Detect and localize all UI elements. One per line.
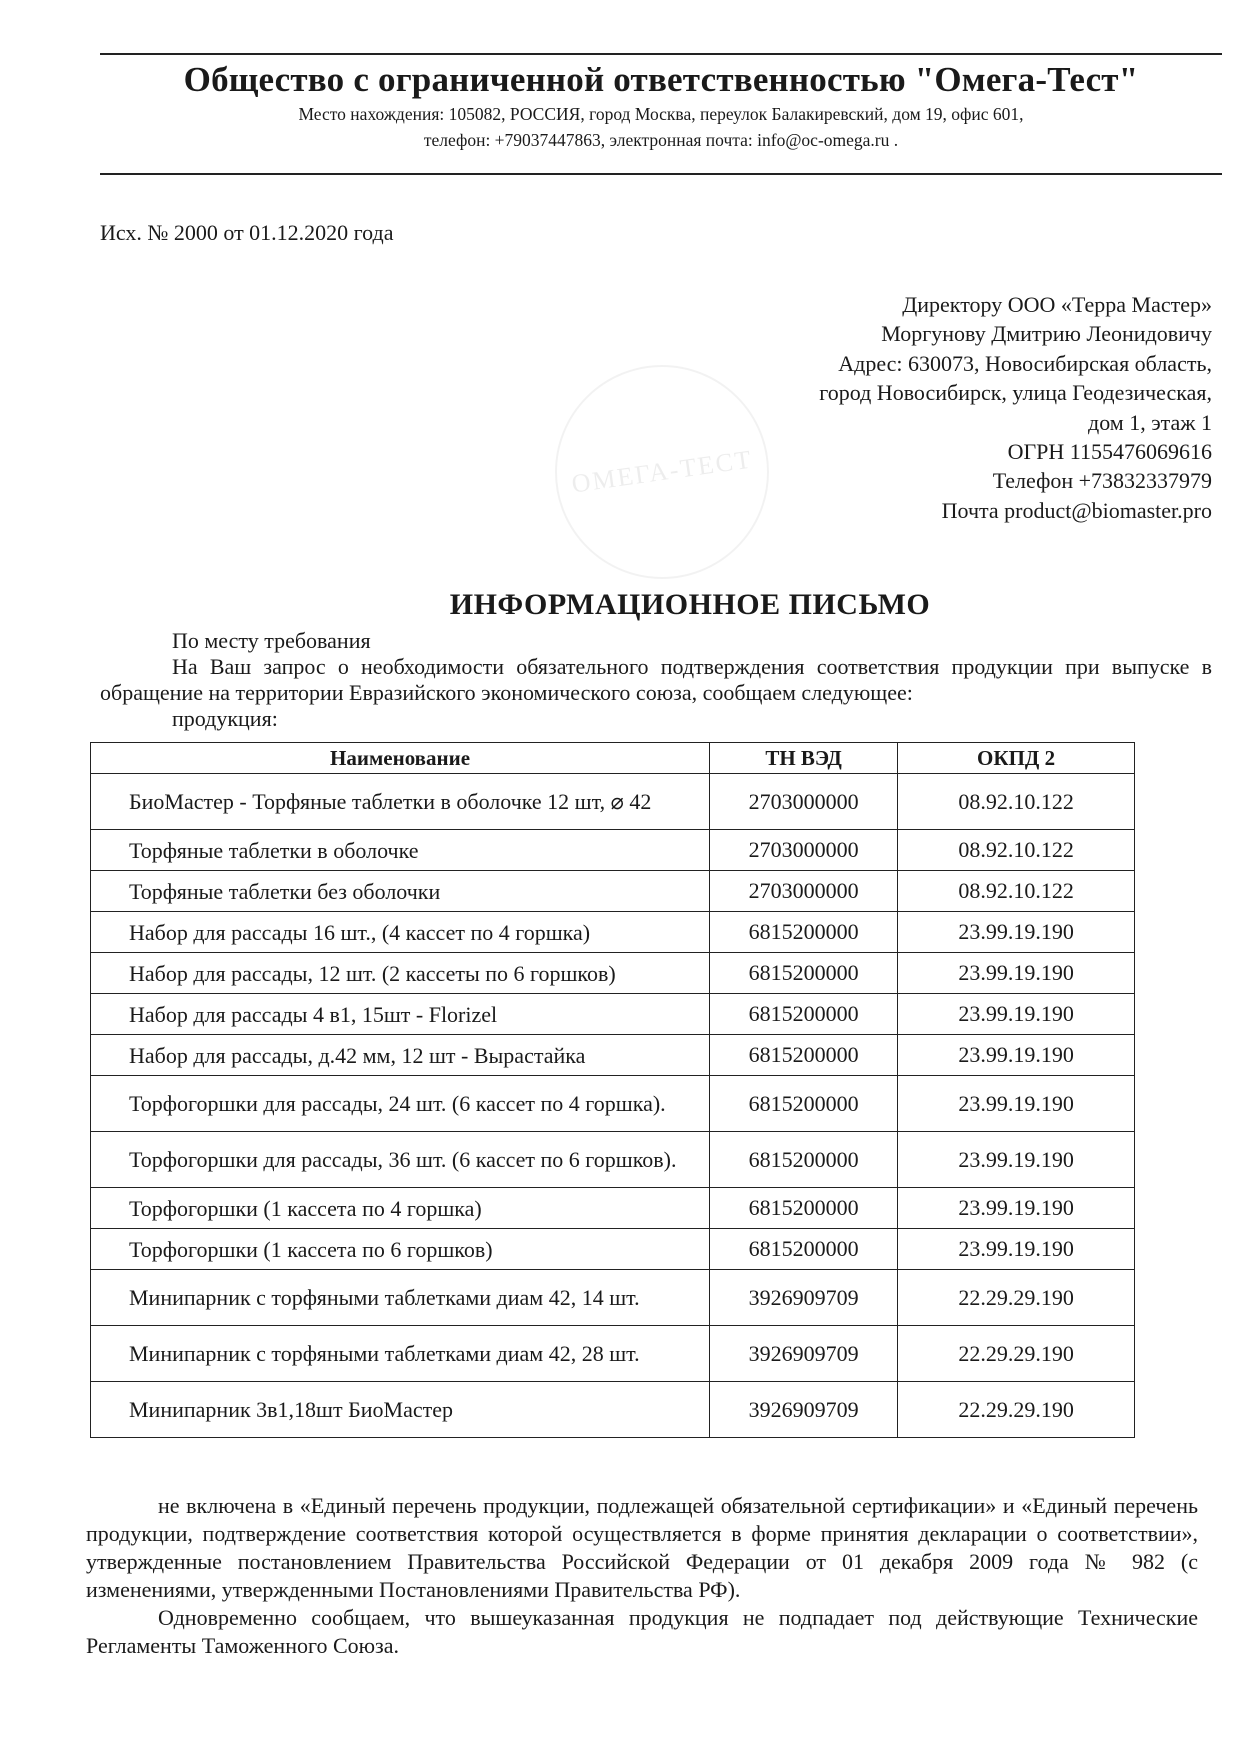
table-row: [91, 830, 1135, 871]
outgoing-number: Исх. № 2000 от 01.12.2020 года: [100, 220, 394, 245]
okpd-code: 22.29.29.190: [898, 1270, 1135, 1326]
product-name-cell: [91, 830, 710, 871]
recipient-line: город Новосибирск, улица Геодезическая,: [819, 380, 1212, 406]
table-row: [91, 1229, 1135, 1270]
product-name: Торфогоршки (1 кассета по 6 горшков): [129, 1236, 493, 1262]
table-header-row: [91, 743, 1135, 774]
intro-addressee: По месту требования: [172, 628, 371, 653]
product-name-cell: [91, 1382, 710, 1438]
product-name-cell: [91, 912, 710, 953]
product-name: Набор для рассады, д.42 мм, 12 шт - Вырастайка: [129, 1042, 586, 1068]
product-name-cell: [91, 1326, 710, 1382]
table-row: [91, 774, 1135, 830]
product-name: Торфогоршки для рассады, 24 шт. (6 кассет по 4 горшка).: [129, 1091, 666, 1116]
tnved-code: 6815200000: [710, 1076, 898, 1132]
okpd-code: 23.99.19.190: [898, 1132, 1135, 1188]
header-name: Наименование: [91, 743, 710, 774]
okpd-code: 23.99.19.190: [898, 953, 1135, 994]
recipient-line: Моргунову Дмитрию Леонидовичу: [881, 321, 1212, 347]
tnved-code: 3926909709: [710, 1270, 898, 1326]
organization-address: Место нахождения: 105082, РОССИЯ, город Москва, переулок Балакиревский, дом 19, офис 601,: [298, 104, 1024, 124]
okpd-code: 23.99.19.190: [898, 1035, 1135, 1076]
okpd-code: 22.29.29.190: [898, 1382, 1135, 1438]
recipient-block: [652, 290, 1212, 525]
product-name-cell: [91, 1188, 710, 1229]
product-name-cell: [91, 994, 710, 1035]
organization-name: Общество с ограниченной ответственностью "Омега-Тест": [183, 60, 1139, 99]
table-row: [91, 994, 1135, 1035]
tnved-code: 6815200000: [710, 1188, 898, 1229]
tnved-code: 6815200000: [710, 1035, 898, 1076]
product-name-cell: [91, 1229, 710, 1270]
product-name-cell: [91, 953, 710, 994]
okpd-code: 23.99.19.190: [898, 994, 1135, 1035]
recipient-line: дом 1, этаж 1: [1088, 409, 1212, 435]
recipient-line: Адрес: 630073, Новосибирская область,: [838, 350, 1212, 376]
tnved-code: 6815200000: [710, 912, 898, 953]
closing-text: [86, 1492, 1198, 1660]
okpd-code: 08.92.10.122: [898, 871, 1135, 912]
tnved-code: 6815200000: [710, 1132, 898, 1188]
product-name: Минипарник с торфяными таблетками диам 42, 28 шт.: [129, 1341, 640, 1366]
okpd-code: 23.99.19.190: [898, 912, 1135, 953]
product-name: Торфогоршки для рассады, 36 шт. (6 кассет по 6 горшков).: [129, 1147, 677, 1172]
product-name-cell: [91, 871, 710, 912]
product-name-cell: [91, 1076, 710, 1132]
product-name: БиоМастер - Торфяные таблетки в оболочке 12 шт, ⌀ 42: [129, 789, 652, 814]
okpd-code: 08.92.10.122: [898, 774, 1135, 830]
table-row: [91, 1326, 1135, 1382]
intro-paragraph: На Ваш запрос о необходимости обязательного подтверждения соответствия продукции при выпуске в обращение на территории Евразийского экономического союза, сообщаем следующее:: [100, 654, 1212, 705]
product-name-cell: [91, 774, 710, 830]
tnved-code: 3926909709: [710, 1382, 898, 1438]
recipient-line: Телефон +73832337979: [992, 468, 1212, 494]
table-row: [91, 1132, 1135, 1188]
table-row: [91, 1188, 1135, 1229]
product-name-cell: [91, 1132, 710, 1188]
table-row: [91, 953, 1135, 994]
header-bottom-rule: [100, 173, 1222, 175]
product-name: Минипарник 3в1,18шт БиоМастер: [129, 1397, 453, 1422]
tnved-code: 2703000000: [710, 774, 898, 830]
recipient-line: Почта product@biomaster.pro: [941, 497, 1212, 523]
stamp-text: ОМЕГА-ТЕСТ: [569, 444, 755, 499]
table-row: [91, 871, 1135, 912]
tnved-code: 6815200000: [710, 994, 898, 1035]
product-name: Минипарник с торфяными таблетками диам 42, 14 шт.: [129, 1285, 640, 1310]
organization-contacts: телефон: +79037447863, электронная почта: info@oc-omega.ru .: [423, 130, 899, 150]
product-name: Набор для рассады 16 шт., (4 кассет по 4 горшка): [129, 919, 591, 945]
table-row: [91, 1270, 1135, 1326]
product-name: Торфогоршки (1 кассета по 4 горшка): [129, 1195, 482, 1221]
table-row: [91, 1382, 1135, 1438]
tnved-code: 2703000000: [710, 871, 898, 912]
intro-products-label: продукция:: [172, 706, 278, 731]
tnved-code: 3926909709: [710, 1326, 898, 1382]
document-title: ИНФОРМАЦИОННОЕ ПИСЬМО: [449, 588, 931, 621]
header-top-rule: [100, 53, 1222, 55]
okpd-code: 23.99.19.190: [898, 1229, 1135, 1270]
okpd-code: 23.99.19.190: [898, 1076, 1135, 1132]
okpd-code: 08.92.10.122: [898, 830, 1135, 871]
closing-paragraph-1: не включена в «Единый перечень продукции, подлежащей обязательной сертификации» и «Единый перечень продукции, подтверждение соответствия которой осуществляется в форме принятия декларации о соответствии», утвержденные постановлением Правительства Российской Федерации от 01 декабря 2009 года № 982 (с изменениями, утвержденными Постановлениями Правительства РФ).: [86, 1493, 1198, 1602]
okpd-code: 22.29.29.190: [898, 1326, 1135, 1382]
product-name: Торфяные таблетки в оболочке: [129, 837, 419, 863]
table-row: [91, 1035, 1135, 1076]
tnved-code: 6815200000: [710, 953, 898, 994]
product-name: Торфяные таблетки без оболочки: [129, 878, 441, 904]
product-name-cell: [91, 1270, 710, 1326]
tnved-code: 6815200000: [710, 1229, 898, 1270]
product-name-cell: [91, 1035, 710, 1076]
okpd-code: 23.99.19.190: [898, 1188, 1135, 1229]
table-row: [91, 1076, 1135, 1132]
recipient-line: ОГРН 1155476069616: [1007, 439, 1212, 465]
header-tnved: ТН ВЭД: [710, 743, 898, 774]
product-name: Набор для рассады, 12 шт. (2 кассеты по 6 горшков): [129, 960, 616, 986]
recipient-line: Директору ООО «Терра Мастер»: [902, 292, 1212, 317]
tnved-code: 2703000000: [710, 830, 898, 871]
table-row: [91, 912, 1135, 953]
closing-paragraph-2: Одновременно сообщаем, что вышеуказанная продукция не подпадает под действующие Технические Регламенты Таможенного Союза.: [86, 1605, 1198, 1658]
products-table: [90, 742, 1135, 1438]
header-okpd: ОКПД 2: [898, 743, 1135, 774]
product-name: Набор для рассады 4 в1, 15шт - Florizel: [129, 1001, 498, 1027]
